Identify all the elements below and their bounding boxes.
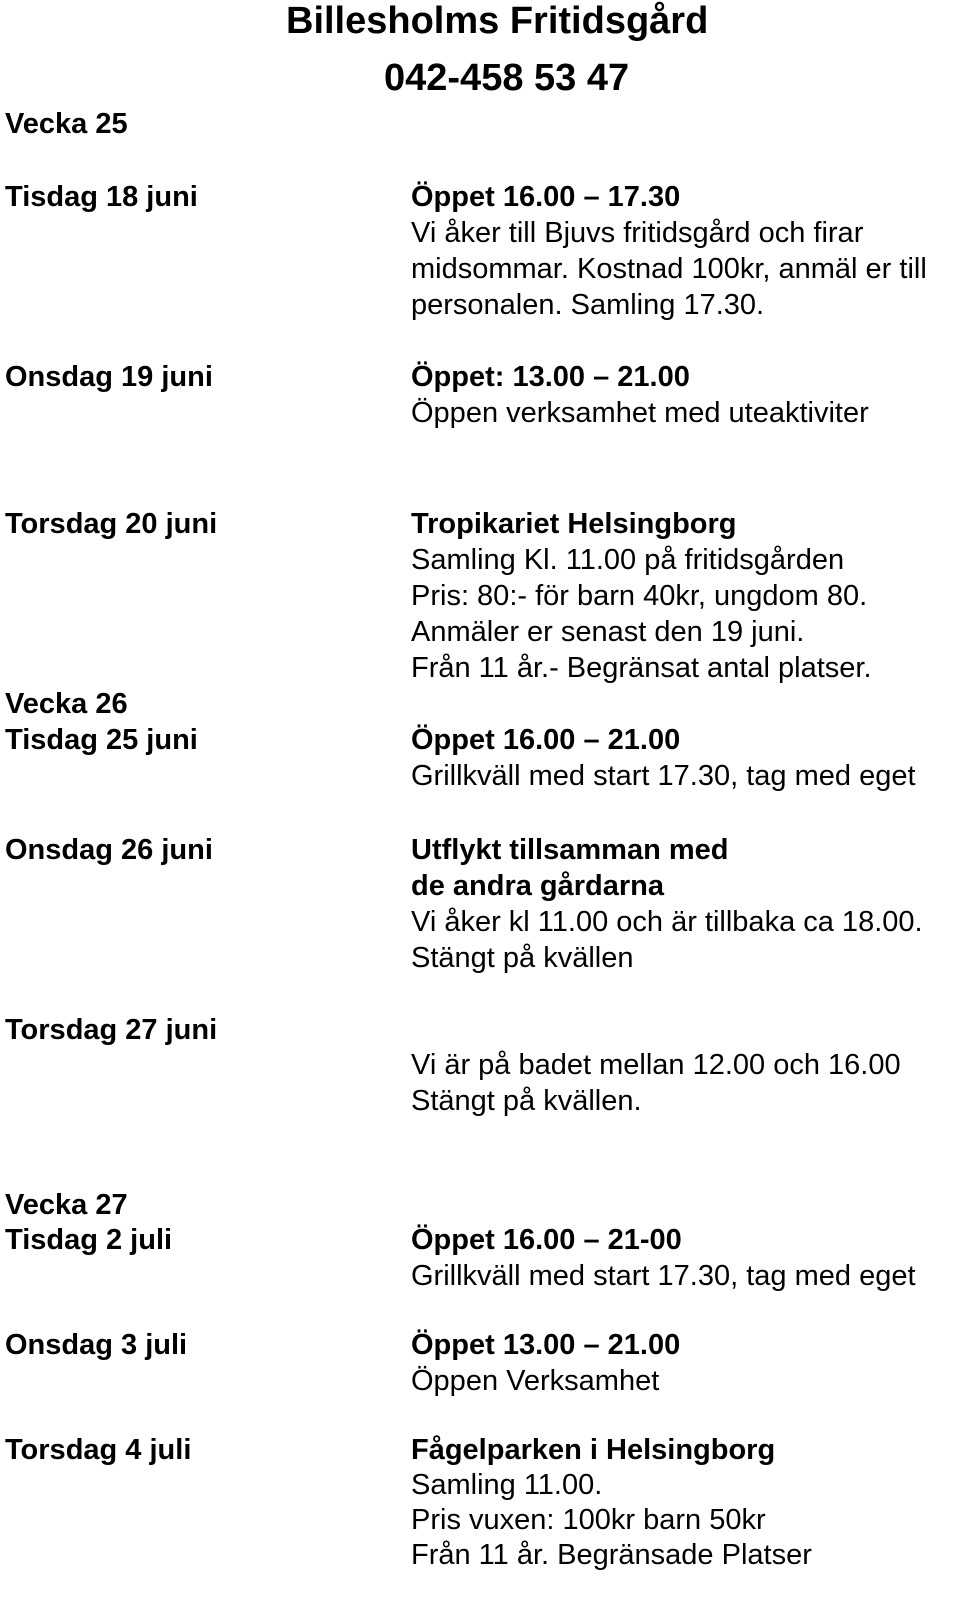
event-line: midsommar. Kostnad 100kr, anmäl er till — [411, 253, 927, 285]
event-heading-torsdag-4-juli: Fågelparken i Helsingborg — [411, 1434, 776, 1466]
event-heading-onsdag-26-juni: Utflykt tillsamman med — [411, 834, 729, 866]
day-label-onsdag-26-juni: Onsdag 26 juni — [5, 834, 213, 866]
day-label-torsdag-20-juni: Torsdag 20 juni — [5, 508, 218, 540]
event-heading-torsdag-20-juni: Tropikariet Helsingborg — [411, 508, 737, 540]
event-heading-tisdag-25-juni: Öppet 16.00 – 21.00 — [411, 724, 681, 756]
event-heading-onsdag-26-juni-line-2: de andra gårdarna — [411, 870, 665, 902]
event-heading-tisdag-2-juli: Öppet 16.00 – 21-00 — [411, 1224, 682, 1256]
day-label-torsdag-27-juni: Torsdag 27 juni — [5, 1014, 218, 1046]
event-line: Anmäler er senast den 19 juni. — [411, 616, 805, 648]
event-line: Vi åker till Bjuvs fritidsgård och firar — [411, 217, 864, 249]
event-line: Stängt på kvällen — [411, 942, 634, 974]
event-line: Öppen verksamhet med uteaktiviter — [411, 397, 869, 429]
event-line: Öppen Verksamhet — [411, 1365, 660, 1397]
week-heading-25: Vecka 25 — [5, 108, 128, 140]
event-line: Samling Kl. 11.00 på fritidsgården — [411, 544, 845, 576]
event-line: Pris vuxen: 100kr barn 50kr — [411, 1504, 766, 1536]
event-line: Från 11 år.- Begränsat antal platser. — [411, 652, 872, 684]
day-label-tisdag-18-juni: Tisdag 18 juni — [5, 181, 198, 213]
page-title: Billesholms Fritidsgård — [286, 0, 709, 42]
event-line: personalen. Samling 17.30. — [411, 289, 765, 321]
day-label-tisdag-25-juni: Tisdag 25 juni — [5, 724, 198, 756]
event-heading-onsdag-3-juli: Öppet 13.00 – 21.00 — [411, 1329, 681, 1361]
event-line: Grillkväll med start 17.30, tag med eget — [411, 760, 916, 792]
day-label-onsdag-19-juni: Onsdag 19 juni — [5, 361, 213, 393]
day-label-torsdag-4-juli: Torsdag 4 juli — [5, 1434, 192, 1466]
event-line: Vi är på badet mellan 12.00 och 16.00 — [411, 1049, 901, 1081]
day-label-tisdag-2-juli: Tisdag 2 juli — [5, 1224, 173, 1256]
phone-number: 042-458 53 47 — [384, 57, 630, 99]
event-line: Grillkväll med start 17.30, tag med eget — [411, 1260, 916, 1292]
event-heading-tisdag-18-juni: Öppet 16.00 – 17.30 — [411, 181, 681, 213]
day-label-onsdag-3-juli: Onsdag 3 juli — [5, 1329, 188, 1361]
event-line: Vi åker kl 11.00 och är tillbaka ca 18.00. — [411, 906, 923, 938]
event-line: Stängt på kvällen. — [411, 1085, 642, 1117]
event-line: Pris: 80:- för barn 40kr, ungdom 80. — [411, 580, 868, 612]
week-heading-26: Vecka 26 — [5, 688, 128, 720]
event-line: Samling 11.00. — [411, 1469, 603, 1501]
event-heading-onsdag-19-juni: Öppet: 13.00 – 21.00 — [411, 361, 690, 393]
week-heading-27: Vecka 27 — [5, 1189, 128, 1221]
event-line: Från 11 år. Begränsade Platser — [411, 1539, 812, 1571]
